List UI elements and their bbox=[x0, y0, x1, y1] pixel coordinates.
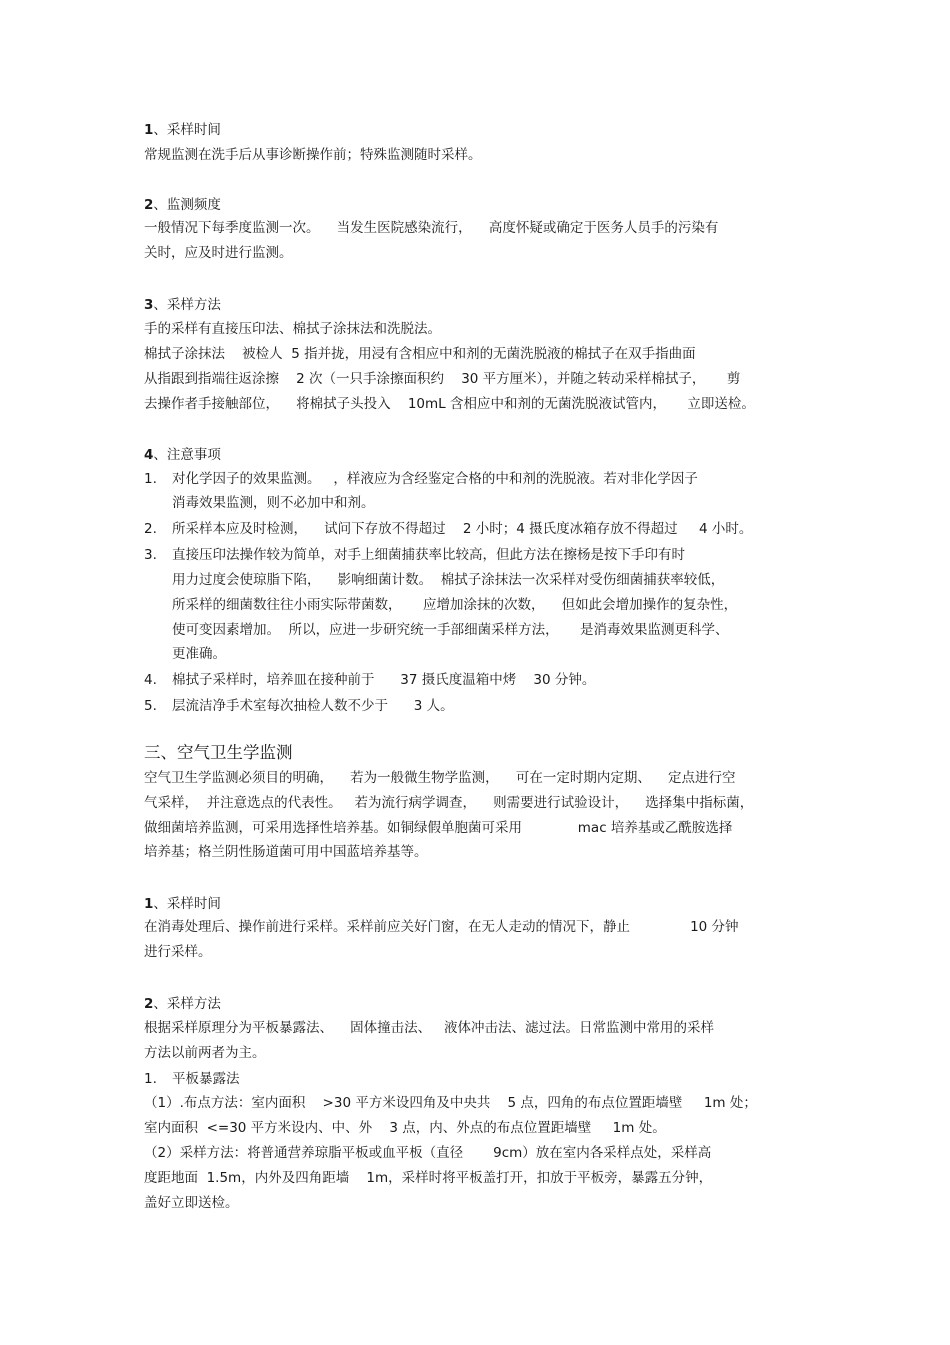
paragraph-line: 去操作者手接触部位， 将棉拭子头投入 10mL 含相应中和剂的无菌洗脱液试管内， 立即送检。 bbox=[144, 396, 755, 412]
section-heading: 2、监测频度 bbox=[144, 197, 221, 213]
paragraph-line: 方法以前两者为主。 bbox=[144, 1045, 266, 1061]
section-heading: 4、注意事项 bbox=[144, 447, 221, 463]
paragraph-line: 根据采样原理分为平板暴露法、 固体撞击法、 液体冲击法、滤过法。日常监测中常用的采样 bbox=[144, 1020, 715, 1036]
paragraph-line: 空气卫生学监测必须目的明确， 若为一般微生物学监测， 可在一定时期内定期、 定点进行空 bbox=[144, 770, 736, 786]
paragraph-line: 在消毒处理后、操作前进行采样。采样前应关好门窗，在无人走动的情况下，静止 10 分钟 bbox=[144, 919, 739, 935]
list-item: 1. 平板暴露法 bbox=[144, 1071, 240, 1087]
paragraph-line: 棉拭子涂抹法 被检人 5 指并拢，用浸有含相应中和剂的无菌洗脱液的棉拭子在双手指曲面 bbox=[144, 346, 696, 362]
section-heading: 2、采样方法 bbox=[144, 996, 221, 1012]
paragraph-line: 做细菌培养监测，可采用选择性培养基。如铜绿假单胞菌可采用 mac 培养基或乙酰胺选择 bbox=[144, 820, 733, 836]
paragraph-line: 关时，应及时进行监测。 bbox=[144, 245, 293, 261]
paragraph-line: 度距地面 1.5m，内外及四角距墙 1m，采样时将平板盖打开，扣放于平板旁，暴露五分钟， bbox=[144, 1170, 713, 1186]
paragraph-line: 常规监测在洗手后从事诊断操作前；特殊监测随时采样。 bbox=[144, 147, 482, 163]
section-title: 三、空气卫生学监测 bbox=[144, 743, 293, 762]
paragraph-line: 一般情况下每季度监测一次。 当发生医院感染流行， 高度怀疑或确定于医务人员手的污染有 bbox=[144, 220, 719, 236]
paragraph-line: （2）采样方法：将普通营养琼脂平板或血平板（直径 9cm）放在室内各采样点处，采样高 bbox=[144, 1145, 712, 1161]
section-heading: 1、采样时间 bbox=[144, 896, 221, 912]
paragraph-line: 室内面积 <=30 平方米设内、中、外 3 点，内、外点的布点位置距墙壁 1m 处。 bbox=[144, 1120, 666, 1136]
list-item: 3. 直接压印法操作较为简单，对手上细菌捕获率比较高，但此方法在擦杨是按下手印有时 bbox=[144, 547, 685, 563]
section-heading: 1、采样时间 bbox=[144, 122, 221, 138]
paragraph-line: 气采样， 并注意选点的代表性。 若为流行病学调查， 则需要进行试验设计， 选择集中指标菌， bbox=[144, 795, 754, 811]
paragraph-line: 手的采样有直接压印法、棉拭子涂抹法和洗脱法。 bbox=[144, 321, 441, 337]
paragraph-line: 培养基；格兰阴性肠道菌可用中国蓝培养基等。 bbox=[144, 844, 428, 860]
list-item: 4. 棉拭子采样时，培养皿在接种前于 37 摄氏度温箱中烤 30 分钟。 bbox=[144, 672, 596, 688]
list-item: 5. 层流洁净手术室每次抽检人数不少于 3 人。 bbox=[144, 698, 454, 714]
paragraph-line: 从指跟到指端往返涂擦 2 次（一只手涂擦面积约 30 平方厘米），并随之转动采样棉拭子， 剪 bbox=[144, 371, 741, 387]
paragraph-line: （1）.布点方法：室内面积 >30 平方米设四角及中央共 5 点，四角的布点位置距墙壁 1m 处； bbox=[144, 1095, 757, 1111]
list-item-line: 用力过度会使琼脂下陷， 影响细菌计数。 棉拭子涂抹法一次采样对受伤细菌捕获率较低， bbox=[172, 572, 725, 588]
list-item-line: 使可变因素增加。 所以，应进一步研究统一手部细菌采样方法， 是消毒效果监测更科学、 bbox=[172, 622, 729, 638]
section-heading: 3、采样方法 bbox=[144, 297, 221, 313]
list-item-line: 消毒效果监测，则不必加中和剂。 bbox=[172, 495, 375, 511]
list-item-line: 所采样的细菌数往往小雨实际带菌数， 应增加涂抹的次数， 但如此会增加操作的复杂性， bbox=[172, 597, 738, 613]
list-item-line: 更准确。 bbox=[172, 646, 226, 662]
list-item: 1. 对化学因子的效果监测。 ，样液应为含经鉴定合格的中和剂的洗脱液。若对非化学因子 bbox=[144, 471, 698, 487]
list-item: 2. 所采样本应及时检测， 试问下存放不得超过 2 小时；4 摄氏度冰箱存放不得超过 4 小时。 bbox=[144, 521, 753, 537]
paragraph-line: 进行采样。 bbox=[144, 944, 212, 960]
paragraph-line: 盖好立即送检。 bbox=[144, 1195, 239, 1211]
